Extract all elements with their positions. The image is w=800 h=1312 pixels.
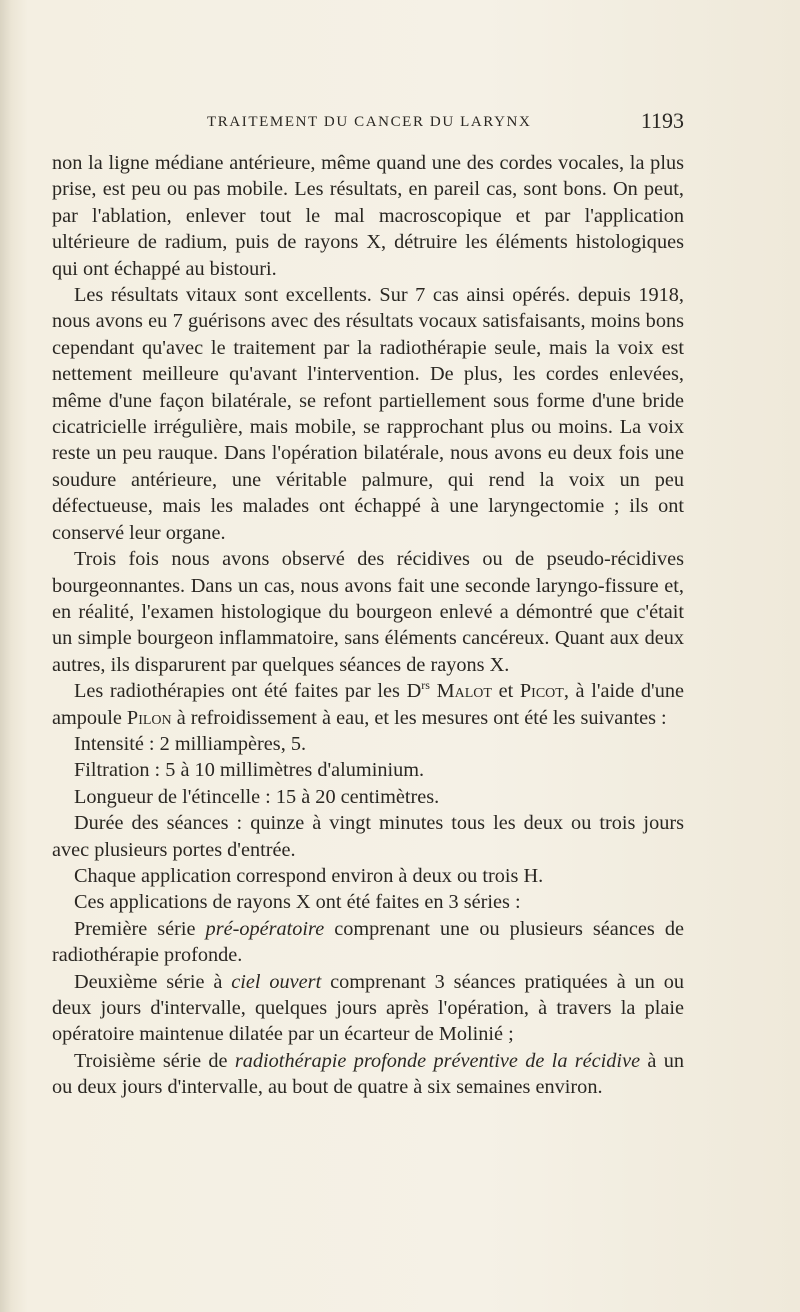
paragraph-9: Chaque application correspond environ à deux ou trois H. (74, 864, 544, 887)
p4-name-malot: Malot (436, 680, 492, 703)
body-text (52, 150, 684, 1101)
paragraph-13 (52, 1048, 684, 1101)
p4-text-a: Les radiothérapies ont été faites par les D (74, 680, 422, 703)
running-head: TRAITEMENT DU CANCER DU LARYNX (207, 114, 532, 130)
p12-text-a: Deuxième série à (74, 970, 223, 993)
p11-text-b: comprenant une ou plusieurs séances de radiothérapie profonde. (52, 917, 684, 967)
p12-text-b: comprenant 3 séances pratiquées à un ou deux jours d'intervalle, quelques jours après l'opération, à travers la plaie opératoire maintenue dilatée par un écarteur de Molinié ; (52, 970, 684, 1046)
p13-italic: radiothérapie profonde préventive de la récidive (234, 1049, 641, 1072)
p4-text-d: à refroidissement à eau, et les mesures ont été les suivantes : (176, 706, 667, 729)
p13-text-a: Troisième série de (74, 1049, 228, 1072)
p4-text-c: , à l'aide d'une ampoule (52, 680, 684, 729)
paragraph-1: non la ligne médiane antérieure, même quand une des cordes vocales, la plus prise, est peu ou pas mobile. Les résultats, en pareil cas, sont bons. On peut, par l'ablation, enlever tout le mal macroscopique et par l'application ultérieure de radium, puis de rayons X, détruire les éléments histologiques qui ont échappé au bistouri. (52, 152, 684, 280)
page-header (52, 108, 684, 142)
p11-italic: pré-opératoire (205, 917, 325, 940)
paragraph-5: Intensité : 2 milliampères, 5. (74, 732, 307, 755)
p4-name-pilon: Pilon (126, 706, 172, 729)
paragraph-8: Durée des séances : quinze à vingt minutes tous les deux ou trois jours avec plusieurs portes d'entrée. (52, 812, 684, 861)
paragraph-3: Trois fois nous avons observé des récidives ou de pseudo-récidives bourgeonnantes. Dans un cas, nous avons fait une seconde laryngo-fissure et, en réalité, l'examen histologique du bourgeon enlevé a démontré que c'était un simple bourgeon inflammatoire, sans éléments cancéreux. Quant aux deux autres, ils disparurent par quelques séances de rayons X. (52, 548, 684, 676)
paragraph-2: Les résultats vitaux sont excellents. Sur 7 cas ainsi opérés. depuis 1918, nous avons eu 7 guérisons avec des résultats vocaux satisfaisants, moins bons cependant qu'avec le traitement par la radiothérapie seule, mais la voix est nettement meilleure qu'avant l'intervention. De plus, les cordes enlevées, même d'une façon bilatérale, se refont partiellement sous forme d'une bride cicatricielle irrégulière, mais mobile, se rapprochant plus ou moins. La voix reste un peu rauque. Dans l'opération bilatérale, nous avons eu deux fois une soudure antérieure, une véritable palmure, qui rend la voix un peu défectueuse, mais les malades ont échappé à une laryngectomie ; ils ont conservé leur organe. (52, 284, 684, 544)
paragraph-7: Longueur de l'étincelle : 15 à 20 centimètres. (74, 785, 440, 808)
paragraph-4 (52, 678, 684, 731)
p11-text-a: Première série (74, 917, 196, 940)
p4-superscript: rs (421, 678, 430, 693)
p13-text-b: à un ou deux jours d'intervalle, au bout de quatre à six semaines environ. (52, 1049, 684, 1099)
paragraph-11 (52, 916, 684, 969)
p4-name-picot: Picot (519, 680, 564, 703)
p4-text-b: et (498, 680, 514, 703)
p12-italic: ciel ouvert (231, 970, 322, 993)
paragraph-10: Ces applications de rayons X ont été faites en 3 séries : (74, 891, 521, 914)
paragraph-12 (52, 969, 684, 1048)
paragraph-6: Filtration : 5 à 10 millimètres d'aluminium. (74, 759, 425, 782)
page-number: 1193 (640, 108, 684, 133)
